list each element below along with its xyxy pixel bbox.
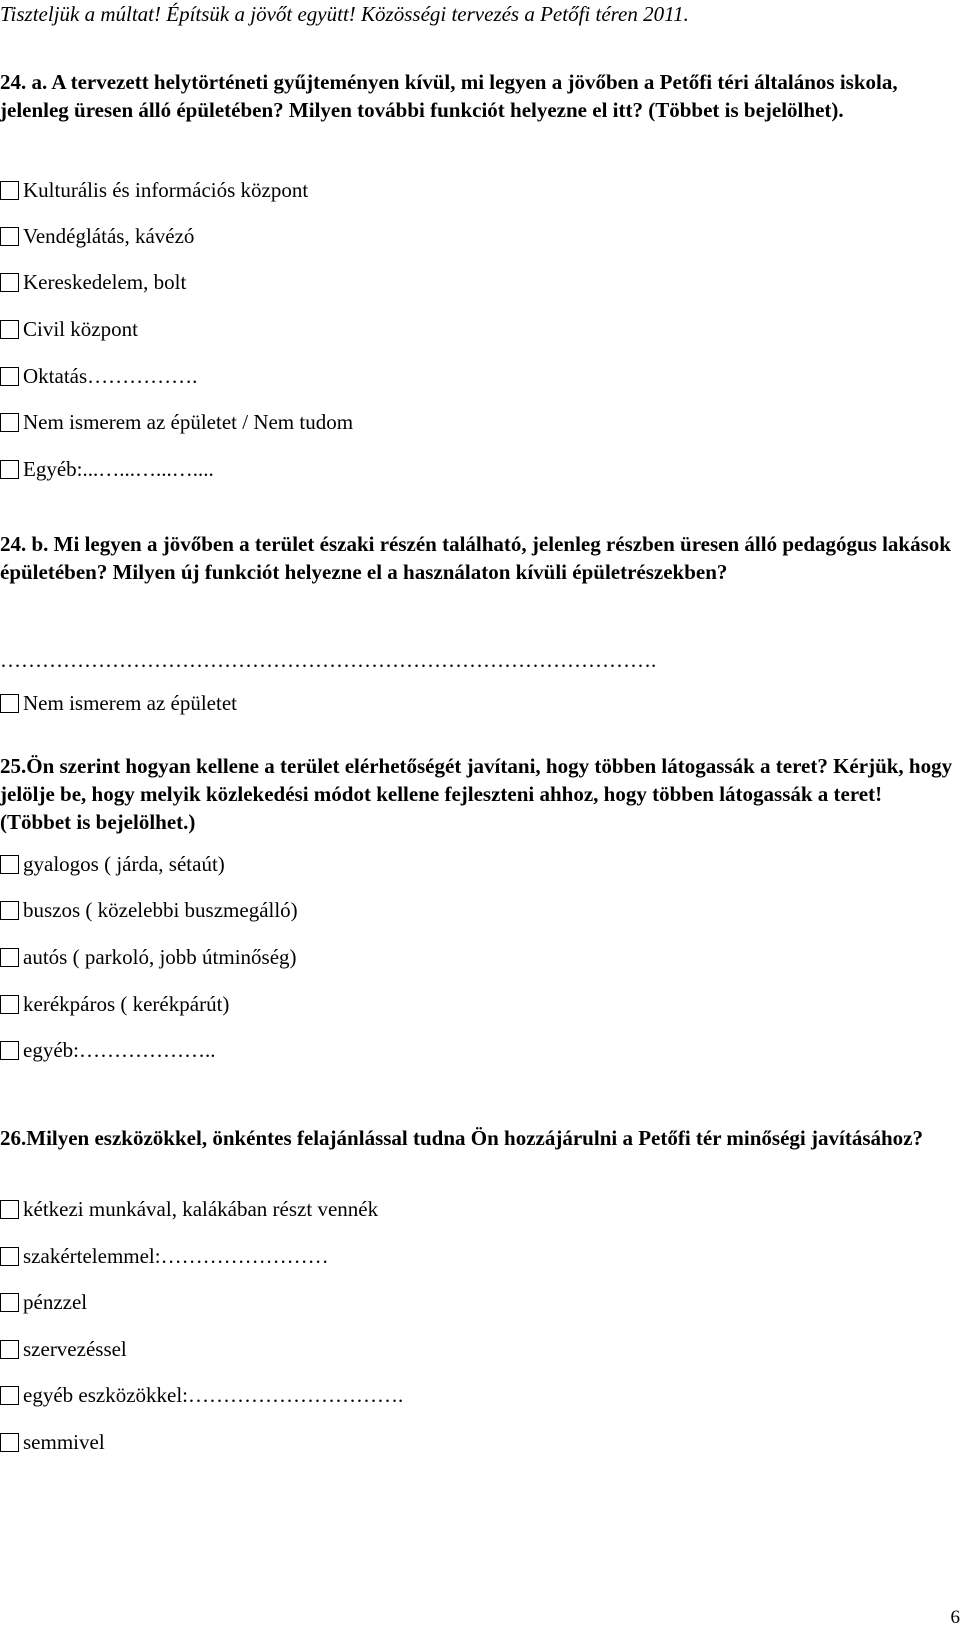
option-kerekparos[interactable] (0, 990, 229, 1018)
checkbox[interactable] (0, 1433, 19, 1452)
option-label: Kereskedelem, bolt (23, 269, 187, 294)
checkbox[interactable] (0, 855, 19, 874)
option-label: egyéb eszközökkel:…………………………. (23, 1382, 404, 1407)
option-label: Nem ismerem az épületet (23, 690, 237, 715)
option-label: szervezéssel (23, 1336, 127, 1361)
checkbox[interactable] (0, 227, 19, 246)
option-label: Nem ismerem az épületet / Nem tudom (23, 409, 354, 434)
option-label: semmivel (23, 1429, 105, 1454)
checkbox[interactable] (0, 181, 19, 200)
checkbox[interactable] (0, 1200, 19, 1219)
answer-line[interactable]: …………………………………………………………………………………. (0, 648, 657, 672)
question-25: 25.Ön szerint hogyan kellene a terület elérhetőségét javítani, hogy többen látogassák a teret? Kérjük, hogy jelölje be, hogy melyik közlekedési módot kellene fejleszteni ahhoz, hogy többen látogassák a teret! (Többet is bejelölhet.) (0, 754, 953, 834)
option-nem-ismerem[interactable] (0, 408, 353, 436)
option-label: Kulturális és információs központ (23, 177, 309, 202)
question-24b: 24. b. Mi legyen a jövőben a terület északi részén található, jelenleg részben üresen álló pedagógus lakások épületében? Milyen új funkciót helyezne el a használaton kívüli épületrészekben? (0, 532, 951, 584)
option-egyeb-eszkozok[interactable] (0, 1381, 403, 1409)
checkbox[interactable] (0, 901, 19, 920)
option-oktatas[interactable] (0, 362, 197, 390)
option-label: Vendéglátás, kávézó (23, 223, 195, 248)
checkbox[interactable] (0, 995, 19, 1014)
checkbox[interactable] (0, 694, 19, 713)
checkbox[interactable] (0, 1386, 19, 1405)
option-ketkezi[interactable] (0, 1195, 378, 1223)
option-label: autós ( parkoló, jobb útminőség) (23, 944, 297, 969)
question-24a: 24. a. A tervezett helytörténeti gyűjteményen kívül, mi legyen a jövőben a Petőfi téri általános iskola, jelenleg üresen álló épületében? Milyen további funkciót helyezne el itt? (Többet is bejelölhet). (0, 70, 898, 122)
option-semmivel[interactable] (0, 1428, 105, 1456)
option-label: kerékpáros ( kerékpárút) (23, 991, 230, 1016)
option-egyeb-25[interactable] (0, 1036, 215, 1064)
option-nem-ismerem-epulet[interactable] (0, 689, 237, 717)
checkbox[interactable] (0, 1247, 19, 1266)
option-label: pénzzel (23, 1289, 88, 1314)
question-26: 26.Milyen eszközökkel, önkéntes felajánlással tudna Ön hozzájárulni a Petőfi tér minőségi javításához? (0, 1126, 924, 1150)
checkbox[interactable] (0, 367, 19, 386)
option-kulturalis[interactable] (0, 176, 308, 204)
option-label: buszos ( közelebbi buszmegálló) (23, 897, 298, 922)
option-buszos[interactable] (0, 896, 298, 924)
option-label: Civil központ (23, 316, 138, 341)
option-label: egyéb:……………….. (23, 1037, 216, 1062)
option-autos[interactable] (0, 943, 297, 971)
checkbox[interactable] (0, 1041, 19, 1060)
page-number: 6 (950, 1607, 960, 1628)
checkbox[interactable] (0, 1340, 19, 1359)
option-egyeb[interactable] (0, 455, 214, 483)
checkbox[interactable] (0, 1293, 19, 1312)
option-label: szakértelemmel:…………………… (23, 1243, 329, 1268)
option-szakertelem[interactable] (0, 1242, 329, 1270)
option-label: Egyéb:...…...…...….... (23, 456, 214, 481)
page-header: Tiszteljük a múltat! Építsük a jövőt együtt! Közösségi tervezés a Petőfi téren 2011. (0, 2, 689, 26)
option-label: gyalogos ( járda, sétaút) (23, 851, 225, 876)
option-kereskedelem[interactable] (0, 268, 186, 296)
option-civil[interactable] (0, 315, 138, 343)
option-vendeglatas[interactable] (0, 222, 194, 250)
option-szervezessel[interactable] (0, 1335, 127, 1363)
checkbox[interactable] (0, 460, 19, 479)
checkbox[interactable] (0, 948, 19, 967)
checkbox[interactable] (0, 320, 19, 339)
checkbox[interactable] (0, 273, 19, 292)
option-label: Oktatás……………. (23, 363, 198, 388)
option-label: kétkezi munkával, kalákában részt vennék (23, 1196, 379, 1221)
option-penzzel[interactable] (0, 1288, 87, 1316)
checkbox[interactable] (0, 413, 19, 432)
option-gyalogos[interactable] (0, 850, 225, 878)
